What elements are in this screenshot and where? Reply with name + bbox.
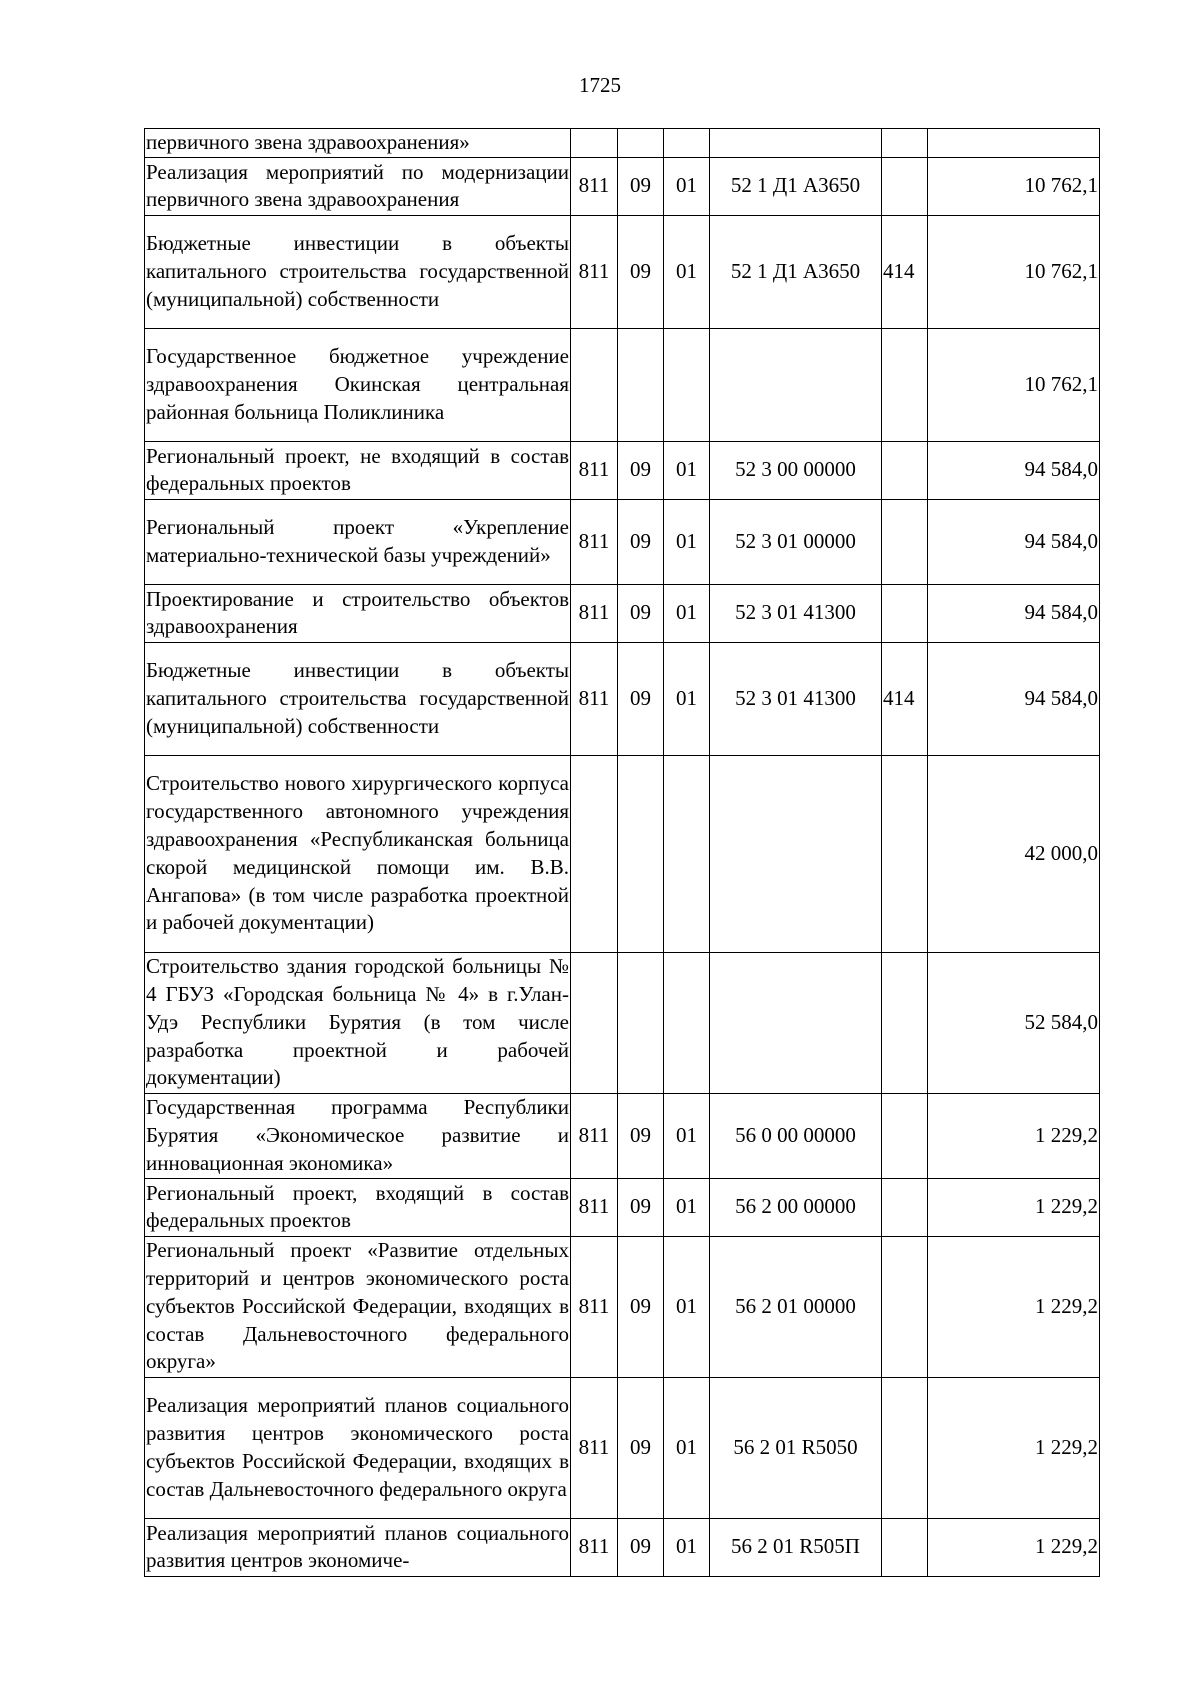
- row-vr: [882, 328, 928, 441]
- row-pr: 01: [664, 1518, 710, 1576]
- row-rz: 09: [618, 1178, 664, 1236]
- row-pr: [664, 129, 710, 158]
- row-sum: [928, 129, 1100, 158]
- row-vr: [882, 1518, 928, 1576]
- row-name: Бюджетные инвестиции в объекты капитального строительства государственной (муниципальной) собственности: [145, 215, 571, 328]
- row-grbs: 811: [571, 1518, 618, 1576]
- row-vr: [882, 584, 928, 642]
- row-rz: [618, 328, 664, 441]
- row-pr: [664, 952, 710, 1093]
- row-csr: [710, 952, 882, 1093]
- row-sum: 10 762,1: [928, 215, 1100, 328]
- row-grbs: 811: [571, 215, 618, 328]
- table-row: [145, 499, 1100, 584]
- row-grbs: [571, 328, 618, 441]
- row-csr: [710, 328, 882, 441]
- table-row: [145, 1518, 1100, 1576]
- row-vr: [882, 952, 928, 1093]
- row-sum: 94 584,0: [928, 584, 1100, 642]
- row-name: Реализация мероприятий планов социального развития центров экономиче-: [145, 1518, 571, 1576]
- row-vr: [882, 129, 928, 158]
- row-rz: [618, 952, 664, 1093]
- row-grbs: 811: [571, 1377, 618, 1518]
- row-pr: 01: [664, 1178, 710, 1236]
- row-csr: [710, 755, 882, 952]
- row-grbs: [571, 952, 618, 1093]
- row-sum: 94 584,0: [928, 499, 1100, 584]
- row-sum: 42 000,0: [928, 755, 1100, 952]
- row-vr: [882, 499, 928, 584]
- table-row: [145, 952, 1100, 1093]
- row-pr: 01: [664, 642, 710, 755]
- row-vr: [882, 1236, 928, 1377]
- row-pr: 01: [664, 157, 710, 215]
- row-pr: 01: [664, 215, 710, 328]
- budget-table-body: [145, 129, 1100, 1577]
- row-sum: 52 584,0: [928, 952, 1100, 1093]
- row-grbs: 811: [571, 584, 618, 642]
- row-rz: 09: [618, 1236, 664, 1377]
- row-csr: 56 2 01 R5050: [710, 1377, 882, 1518]
- row-rz: 09: [618, 1093, 664, 1178]
- row-grbs: 811: [571, 1236, 618, 1377]
- row-csr: 56 2 01 00000: [710, 1236, 882, 1377]
- row-grbs: 811: [571, 642, 618, 755]
- table-row: [145, 1178, 1100, 1236]
- table-row: [145, 157, 1100, 215]
- row-csr: 52 3 01 41300: [710, 584, 882, 642]
- row-csr: [710, 129, 882, 158]
- row-rz: 09: [618, 584, 664, 642]
- row-rz: 09: [618, 441, 664, 499]
- row-csr: 52 1 Д1 А3650: [710, 157, 882, 215]
- row-rz: 09: [618, 157, 664, 215]
- row-vr: [882, 755, 928, 952]
- row-name: Региональный проект, входящий в состав федеральных проектов: [145, 1178, 571, 1236]
- row-name: Региональный проект «Укрепление материально-технической базы учреждений»: [145, 499, 571, 584]
- table-row: [145, 755, 1100, 952]
- row-sum: 94 584,0: [928, 642, 1100, 755]
- row-pr: [664, 755, 710, 952]
- table-row: [145, 1377, 1100, 1518]
- row-grbs: [571, 755, 618, 952]
- row-sum: 1 229,2: [928, 1093, 1100, 1178]
- row-sum: 94 584,0: [928, 441, 1100, 499]
- row-rz: 09: [618, 215, 664, 328]
- row-grbs: 811: [571, 157, 618, 215]
- row-sum: 1 229,2: [928, 1518, 1100, 1576]
- row-csr: 52 3 00 00000: [710, 441, 882, 499]
- row-vr: [882, 157, 928, 215]
- row-sum: 1 229,2: [928, 1377, 1100, 1518]
- row-csr: 56 2 00 00000: [710, 1178, 882, 1236]
- row-sum: 10 762,1: [928, 328, 1100, 441]
- table-row: [145, 584, 1100, 642]
- row-rz: 09: [618, 1518, 664, 1576]
- row-pr: [664, 328, 710, 441]
- row-name: Государственная программа Республики Бурятия «Экономическое развитие и инновационная экономика»: [145, 1093, 571, 1178]
- row-csr: 52 1 Д1 А3650: [710, 215, 882, 328]
- row-name: Реализация мероприятий по модернизации первичного звена здравоохранения: [145, 157, 571, 215]
- table-row: [145, 129, 1100, 158]
- row-name: первичного звена здравоохранения»: [145, 129, 571, 158]
- budget-table: [144, 128, 1100, 1577]
- page-number: 1725: [579, 73, 621, 97]
- row-sum: 1 229,2: [928, 1178, 1100, 1236]
- row-vr: 414: [882, 642, 928, 755]
- row-pr: 01: [664, 441, 710, 499]
- row-pr: 01: [664, 1236, 710, 1377]
- table-row: [145, 215, 1100, 328]
- row-pr: 01: [664, 584, 710, 642]
- row-sum: 1 229,2: [928, 1236, 1100, 1377]
- row-csr: 56 0 00 00000: [710, 1093, 882, 1178]
- row-name: Бюджетные инвестиции в объекты капитального строительства государственной (муниципальной) собственности: [145, 642, 571, 755]
- row-name: Реализация мероприятий планов социального развития центров экономического роста субъектов Российской Федерации, входящих в состав Дальневосточного федерального округа: [145, 1377, 571, 1518]
- row-grbs: 811: [571, 1178, 618, 1236]
- row-rz: 09: [618, 499, 664, 584]
- row-grbs: 811: [571, 499, 618, 584]
- row-grbs: 811: [571, 1093, 618, 1178]
- row-vr: 414: [882, 215, 928, 328]
- row-grbs: 811: [571, 441, 618, 499]
- row-name: Государственное бюджетное учреждение здравоохранения Окинская центральная районная больница Поликлиника: [145, 328, 571, 441]
- row-rz: [618, 129, 664, 158]
- table-row: [145, 642, 1100, 755]
- row-csr: 56 2 01 R505П: [710, 1518, 882, 1576]
- row-name: Региональный проект «Развитие отдельных территорий и центров экономического роста субъектов Российской Федерации, входящих в состав Дальневосточного федерального округа»: [145, 1236, 571, 1377]
- row-name: Строительство нового хирургического корпуса государственного автономного учреждения здравоохранения «Республиканская больница скорой медицинской помощи им. В.В. Ангапова» (в том числе разработка проектной и рабочей документации): [145, 755, 571, 952]
- table-row: [145, 441, 1100, 499]
- row-vr: [882, 1377, 928, 1518]
- table-row: [145, 328, 1100, 441]
- row-name: Строительство здания городской больницы № 4 ГБУЗ «Городская больница № 4» в г.Улан-Удэ Республики Бурятия (в том числе разработка проектной и рабочей документации): [145, 952, 571, 1093]
- row-vr: [882, 441, 928, 499]
- row-rz: [618, 755, 664, 952]
- row-pr: 01: [664, 1377, 710, 1518]
- row-rz: 09: [618, 642, 664, 755]
- row-rz: 09: [618, 1377, 664, 1518]
- row-pr: 01: [664, 499, 710, 584]
- row-name: Региональный проект, не входящий в состав федеральных проектов: [145, 441, 571, 499]
- row-name: Проектирование и строительство объектов здравоохранения: [145, 584, 571, 642]
- row-sum: 10 762,1: [928, 157, 1100, 215]
- table-row: [145, 1236, 1100, 1377]
- row-grbs: [571, 129, 618, 158]
- row-vr: [882, 1178, 928, 1236]
- table-row: [145, 1093, 1100, 1178]
- row-csr: 52 3 01 41300: [710, 642, 882, 755]
- row-csr: 52 3 01 00000: [710, 499, 882, 584]
- row-pr: 01: [664, 1093, 710, 1178]
- row-vr: [882, 1093, 928, 1178]
